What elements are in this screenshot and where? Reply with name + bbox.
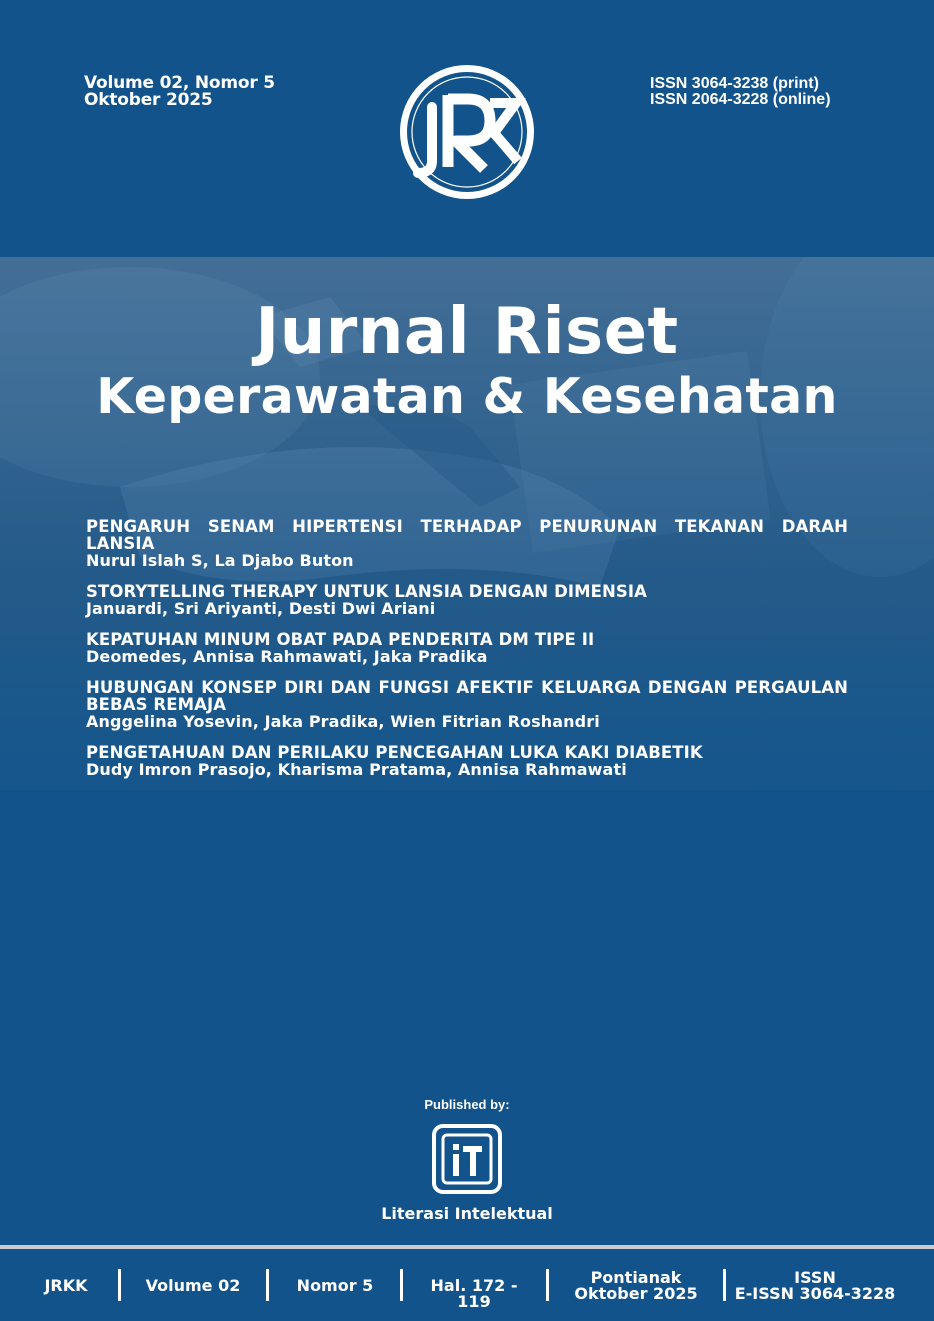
publisher-logo-icon bbox=[432, 1124, 502, 1194]
article-authors: Deomedes, Annisa Rahmawati, Jaka Pradika bbox=[86, 647, 488, 666]
date-line: Oktober 2025 bbox=[84, 90, 213, 110]
article-title: STORYTELLING THERAPY UNTUK LANSIA DENGAN DIMENSIA bbox=[86, 582, 647, 601]
issn-info bbox=[650, 76, 831, 108]
article-title: KEPATUHAN MINUM OBAT PADA PENDERITA DM TIPE II bbox=[86, 630, 595, 649]
footer-separator bbox=[546, 1269, 549, 1301]
journal-title-sub: Keperawatan & Kesehatan bbox=[96, 368, 838, 425]
publisher-name: Literasi Intelektual bbox=[381, 1204, 553, 1223]
article-list bbox=[86, 518, 848, 792]
footer-journal: JRKK bbox=[44, 1276, 88, 1295]
footer-number: Nomor 5 bbox=[296, 1276, 374, 1295]
footer-separator bbox=[266, 1269, 269, 1301]
article-item bbox=[86, 744, 848, 778]
volume-line: Volume 02, Nomor 5 bbox=[84, 73, 275, 93]
footer-separator bbox=[723, 1269, 726, 1301]
footer-place-date bbox=[566, 1270, 706, 1302]
issn-online: ISSN 2064-3228 (online) bbox=[650, 91, 831, 108]
article-authors: Dudy Imron Prasojo, Kharisma Pratama, Annisa Rahmawati bbox=[86, 760, 627, 779]
article-authors: Anggelina Yosevin, Jaka Pradika, Wien Fitrian Roshandri bbox=[86, 712, 600, 731]
issn-print: ISSN 3064-3238 (print) bbox=[650, 75, 819, 92]
journal-title-main: Jurnal Riset bbox=[255, 295, 679, 369]
article-authors: Nurul Islah S, La Djabo Buton bbox=[86, 551, 354, 570]
article-title: PENGARUH SENAM HIPERTENSI TERHADAP PENURUNAN TEKANAN DARAH LANSIA bbox=[86, 517, 848, 553]
footer-issn bbox=[732, 1270, 898, 1302]
footer-separator bbox=[400, 1269, 403, 1301]
article-item bbox=[86, 631, 848, 665]
footer-separator bbox=[118, 1269, 121, 1301]
footer-date: Oktober 2025 bbox=[574, 1284, 698, 1303]
footer-divider bbox=[0, 1245, 934, 1249]
footer-eissn: E-ISSN 3064-3228 bbox=[734, 1284, 896, 1303]
footer-city: Pontianak bbox=[590, 1268, 682, 1287]
article-item bbox=[86, 583, 848, 617]
volume-info bbox=[84, 75, 275, 109]
footer-volume: Volume 02 bbox=[145, 1276, 241, 1295]
article-title: HUBUNGAN KONSEP DIRI DAN FUNGSI AFEKTIF KELUARGA DENGAN PERGAULAN BEBAS REMAJA bbox=[86, 678, 848, 714]
article-item bbox=[86, 679, 848, 730]
footer-pages: Hal. 172 - 119 bbox=[430, 1276, 518, 1311]
published-by-label: Published by: bbox=[424, 1097, 510, 1112]
article-authors: Januardi, Sri Ariyanti, Desti Dwi Ariani bbox=[86, 599, 436, 618]
article-item bbox=[86, 518, 848, 569]
footer-issn-label: ISSN bbox=[794, 1268, 836, 1287]
jrkk-logo-icon bbox=[398, 63, 536, 201]
article-title: PENGETAHUAN DAN PERILAKU PENCEGAHAN LUKA KAKI DIABETIK bbox=[86, 743, 703, 762]
